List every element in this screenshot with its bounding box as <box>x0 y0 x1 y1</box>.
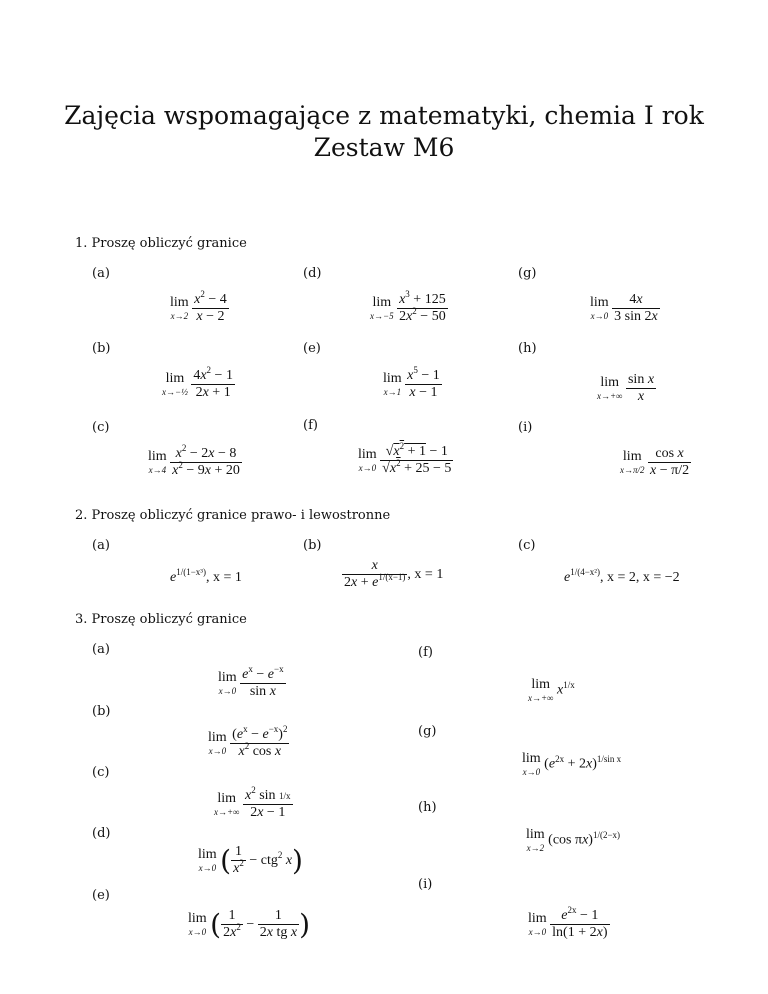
label-1b: (b) <box>92 341 111 356</box>
formula-1i: lim x→π/2 $\frac{\text{cos x}}{x - \pi/2}$ <box>620 446 690 479</box>
formula-2b: $\frac{x}{2x + e^{1/(x-1)}}$ , x = 1 <box>344 558 444 591</box>
title-line-2: Zestaw M6 <box>313 133 455 162</box>
formula-1c: lim x→4 $\frac{x^2 - 2x - 8}{x^2 - 9x + 20}$ <box>148 443 240 479</box>
formula-3i: lim x→0 $\frac{e^{2x} - 1}{\ln(1 + 2x)}$ <box>528 905 608 941</box>
condition-2c: , x = 2, x = −2 <box>600 570 680 585</box>
label-3f: (f) <box>418 645 433 660</box>
section-1-heading: 1. Proszę obliczyć granice <box>75 236 247 251</box>
condition-2b: , x = 1 <box>407 566 444 582</box>
formula-1e: lim x→1 $\frac{x^5 - 1}{x - 1}$ <box>383 365 440 401</box>
formula-3d: lim x→0 ( $\frac{1}{x^2}$ − ctg$^2$ x) <box>198 844 303 878</box>
label-1f: (f) <box>303 418 318 433</box>
label-3e: (e) <box>92 888 110 903</box>
formula-3h: lim x→2 (cos πx)$^{1/(2-x)}$ <box>526 827 621 853</box>
label-3b: (b) <box>92 704 111 719</box>
formula-1g: lim x→0 $\frac{4x}{3 \sin 2x}$ <box>590 292 658 325</box>
label-2a: (a) <box>92 538 110 553</box>
label-3i: (i) <box>418 877 433 892</box>
formula-1b: lim x→−½ $\frac{4x^2 - 1}{2x + 1}$ <box>162 365 233 401</box>
label-1d: (d) <box>303 266 322 281</box>
label-3h: (h) <box>418 800 437 815</box>
label-1a: (a) <box>92 266 110 281</box>
label-1i: (i) <box>518 420 533 435</box>
label-1e: (e) <box>303 341 321 356</box>
label-1g: (g) <box>518 266 537 281</box>
formula-1d: lim x→−5 $\frac{x^3 + 125}{2x^2 - 50}$ <box>370 289 446 325</box>
label-3g: (g) <box>418 724 437 739</box>
formula-3f: lim x→+∞ $x^{1/x}$ <box>528 677 575 703</box>
label-1h: (h) <box>518 341 537 356</box>
formula-3e: lim x→0 ( $\frac{1}{2x^2}$ − $\frac{1}{\text{2x tg x}}$ ) <box>188 908 310 942</box>
condition-2a: , x = 1 <box>206 570 242 585</box>
section-2-heading: 2. Proszę obliczyć granice prawo- i lewostronne <box>75 508 391 523</box>
label-3d: (d) <box>92 826 111 841</box>
label-3c: (c) <box>92 765 110 780</box>
formula-1a: lim x→2 $\frac{x^2 - 4}{x - 2}$ <box>170 289 227 325</box>
formula-3b: lim x→0 $\frac{(e^x - e^{-x})^2}{x^2 \cos x}$ <box>208 724 288 760</box>
formula-1f: lim x→0 $\frac{√x^2 + 1 - 1}{√x^2 + 25 - 5}$ <box>358 441 452 477</box>
label-3a: (a) <box>92 642 110 657</box>
label-1c: (c) <box>92 420 110 435</box>
formula-3c: lim x→+∞ $\frac{x^2 \sin 1/x}{2x - 1}$ <box>214 785 291 821</box>
formula-3g: lim x→0 $(e^{2x} + 2x)^{1/sin x}$ <box>522 751 622 777</box>
formula-1h: lim x→+∞ $\frac{\text{sin x}}{x}$ <box>597 372 655 405</box>
formula-2a: $e^{1/(1-x^3)}$, x = 1 <box>170 567 242 585</box>
title-line-1: Zajęcia wspomagające z matematyki, chemia I rok <box>64 101 704 130</box>
section-3-heading: 3. Proszę obliczyć granice <box>75 612 247 627</box>
formula-3a: lim x→0 $\frac{e^x - e^{-x}}{\text{sin x}}$ <box>218 664 284 700</box>
formula-2c: $e^{1/(4-x^2)}$, x = 2, x = −2 <box>564 567 680 585</box>
label-2c: (c) <box>518 538 536 553</box>
label-2b: (b) <box>303 538 322 553</box>
